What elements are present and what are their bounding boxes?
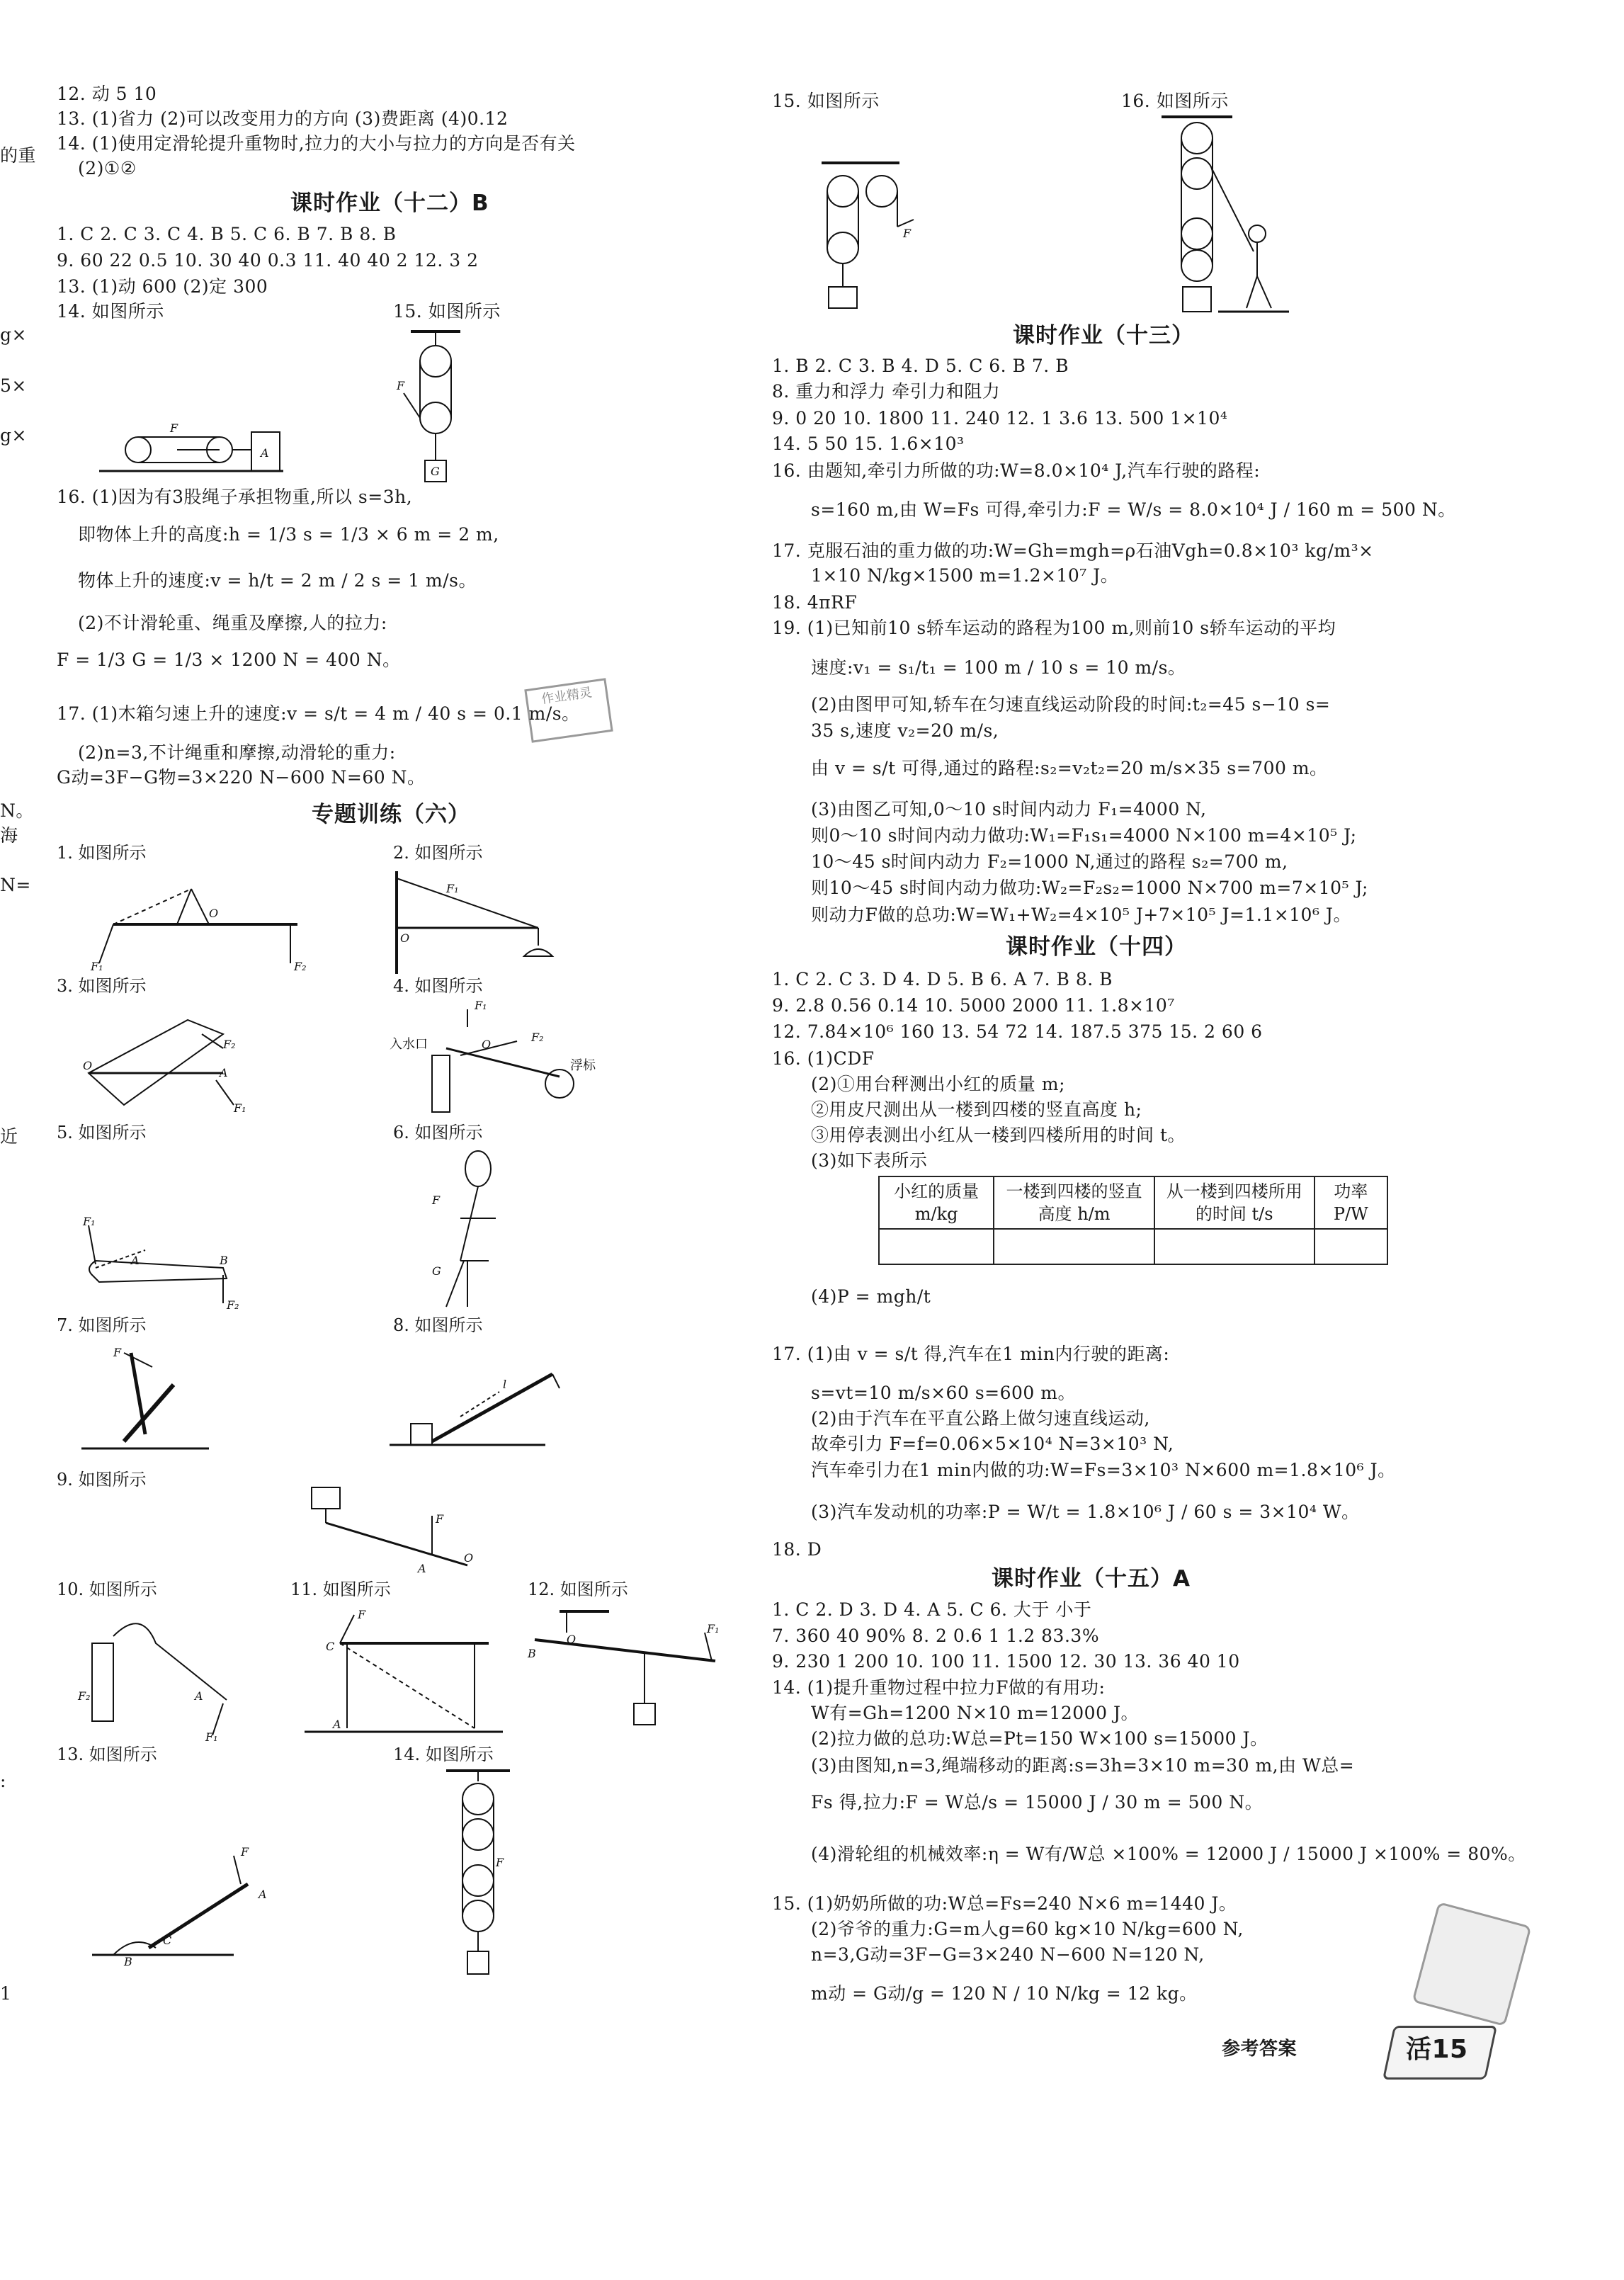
left-line: 13. (1)省力 (2)可以改变用力的方向 (3)费距离 (4)0.12 xyxy=(57,108,509,129)
right-line: (3)如下表所示 xyxy=(811,1150,928,1171)
left-line: (2)n=3,不计绳重和摩擦,动滑轮的重力: xyxy=(78,742,396,763)
human-arm-figure xyxy=(425,1147,517,1310)
table-cell xyxy=(1154,1229,1314,1264)
svg-text:入水口: 入水口 xyxy=(390,1037,428,1052)
svg-text:F: F xyxy=(397,379,405,392)
svg-text:F₁: F₁ xyxy=(234,1101,246,1115)
left-line: F = 1/3 G = 1/3 × 1200 N = 400 N。 xyxy=(57,650,401,670)
right-line: (4)滑轮组的机械效率:η = W有/W总 ×100% = 12000 J / 15000 J ×100% = 80%。 xyxy=(811,1844,1526,1864)
clipped-text: : xyxy=(0,1771,6,1791)
right-line: 则10～45 s时间内动力做功:W₂=F₂s₂=1000 N×700 m=7×10⁵ J; xyxy=(811,878,1368,898)
left-line: 16. (1)因为有3股绳子承担物重,所以 s=3h, xyxy=(57,487,413,507)
right-line: 15. (1)奶奶所做的功:W总=Fs=240 N×6 m=1440 J。 xyxy=(772,1893,1237,1914)
svg-text:l: l xyxy=(503,1378,507,1391)
svg-text:A: A xyxy=(333,1718,341,1731)
right-line: Fs 得,拉力:F = W总/s = 15000 J / 30 m = 500 N。 xyxy=(811,1792,1264,1813)
svg-text:O: O xyxy=(482,1038,492,1051)
clipped-text: N= xyxy=(0,875,31,895)
right-line: (2)爷爷的重力:G=m人g=60 kg×10 N/kg=600 N, xyxy=(811,1919,1244,1939)
figure-caption: 13. 如图所示 xyxy=(57,1745,157,1764)
right-line: 14. 5 50 15. 1.6×10³ xyxy=(772,433,965,454)
right-line: 则0～10 s时间内动力做功:W₁=F₁s₁=4000 N×100 m=4×10⁵ J; xyxy=(811,825,1357,846)
lever-figure-1 xyxy=(85,875,305,974)
right-line: (3)由图乙可知,0～10 s时间内动力 F₁=4000 N, xyxy=(811,799,1207,819)
right-line: 15. 如图所示 xyxy=(772,91,880,111)
right-line: 1. C 2. D 3. D 4. A 5. C 6. 大于 小于 xyxy=(772,1599,1092,1620)
rail-lever-figure xyxy=(390,1360,567,1459)
clipped-text: 的重 xyxy=(0,145,37,166)
svg-text:A: A xyxy=(261,446,269,460)
section-heading: 课时作业（十四） xyxy=(1006,934,1187,960)
right-line: (3)汽车发动机的功率:P = W/t = 1.8×10⁶ J / 60 s = 3×10⁴ W。 xyxy=(811,1502,1360,1522)
svg-text:O: O xyxy=(464,1551,474,1565)
svg-text:C: C xyxy=(163,1934,172,1947)
right-line: 35 s,速度 v₂=20 m/s, xyxy=(811,720,999,741)
right-line: 1. B 2. C 3. B 4. D 5. C 6. B 7. B xyxy=(772,356,1069,376)
page-number: 活15 xyxy=(1406,2035,1468,2064)
svg-text:F: F xyxy=(358,1608,366,1621)
lever-figure-5 xyxy=(81,1211,244,1310)
right-line: 7. 360 40 90% 8. 2 0.6 1 1.2 83.3% xyxy=(772,1626,1100,1646)
svg-text:F₂: F₂ xyxy=(294,960,307,973)
right-line: 1×10 N/kg×1500 m=1.2×10⁷ J。 xyxy=(811,565,1119,586)
left-line: 14. (1)使用定滑轮提升重物时,拉力的大小与拉力的方向是否有关 xyxy=(57,133,576,154)
svg-text:F: F xyxy=(170,421,178,435)
svg-text:O: O xyxy=(209,907,219,920)
right-line: 17. (1)由 v = s/t 得,汽车在1 min内行驶的距离: xyxy=(772,1344,1170,1364)
right-line: ③用停表测出小红从一楼到四楼所用的时间 t。 xyxy=(811,1125,1186,1145)
left-line: G动=3F−G物=3×220 N−600 N=60 N。 xyxy=(57,767,426,788)
right-line: 故牵引力 F=f=0.06×5×10⁴ N=3×10³ N, xyxy=(811,1434,1174,1454)
right-line: 16. 由题知,牵引力所做的功:W=8.0×10⁴ J,汽车行驶的路程: xyxy=(772,460,1261,481)
right-line: 12. 7.84×10⁶ 160 13. 54 72 14. 187.5 375 15. 2 60 6 xyxy=(772,1021,1263,1042)
right-line: (2)由图甲可知,轿车在匀速直线运动阶段的时间:t₂=45 s−10 s= xyxy=(811,694,1331,715)
svg-text:F: F xyxy=(903,227,912,240)
right-line: ②用皮尺测出从一楼到四楼的竖直高度 h; xyxy=(811,1099,1142,1120)
left-line: (2)不计滑轮重、绳重及摩擦,人的拉力: xyxy=(78,613,387,633)
clipped-text: 1 xyxy=(0,1983,12,2004)
left-line: 物体上升的速度:v = h/t = 2 m / 2 s = 1 m/s。 xyxy=(78,570,477,591)
table-cell xyxy=(879,1229,994,1264)
svg-text:F₁: F₁ xyxy=(707,1622,720,1635)
svg-text:F₁: F₁ xyxy=(205,1730,218,1744)
pulley-block-figure xyxy=(397,326,475,489)
right-line: n=3,G动=3F−G=3×240 N−600 N=120 N, xyxy=(811,1944,1205,1965)
table-row xyxy=(879,1229,1387,1264)
table-cell xyxy=(994,1229,1154,1264)
left-line: 12. 动 5 10 xyxy=(57,84,157,104)
svg-text:A: A xyxy=(220,1066,228,1079)
figure-caption: 10. 如图所示 xyxy=(57,1579,157,1599)
power-table xyxy=(878,1176,1388,1265)
crowbar-figure xyxy=(81,1342,209,1456)
svg-text:F₂: F₂ xyxy=(223,1038,236,1051)
clipped-text: N。 xyxy=(0,800,34,821)
svg-text:F₂: F₂ xyxy=(227,1298,239,1312)
svg-text:A: A xyxy=(418,1562,426,1575)
right-line: (2)拉力做的总功:W总=Pt=150 W×100 s=15000 J。 xyxy=(811,1728,1268,1749)
svg-text:F₁: F₁ xyxy=(83,1215,96,1228)
left-line: 1. C 2. C 3. C 4. B 5. C 6. B 7. B 8. B xyxy=(57,224,397,244)
figure-caption: 8. 如图所示 xyxy=(393,1315,483,1335)
figure-caption: 11. 如图所示 xyxy=(290,1579,391,1599)
faucet-figure xyxy=(64,1601,255,1742)
left-line: 13. (1)动 600 (2)定 300 xyxy=(57,276,268,297)
right-line: 9. 230 1 200 10. 100 11. 1500 12. 30 13. 36 40 10 xyxy=(772,1651,1240,1672)
svg-text:F: F xyxy=(436,1512,444,1526)
right-line: 由 v = s/t 可得,通过的路程:s₂=v₂t₂=20 m/s×35 s=700 m。 xyxy=(811,758,1328,778)
svg-text:O: O xyxy=(400,931,410,945)
table-header-cell: 小红的质量 m/kg xyxy=(879,1176,994,1229)
table-header-cell: 一楼到四楼的竖直高度 h/m xyxy=(994,1176,1154,1229)
clipped-text: 近 xyxy=(0,1126,18,1147)
shovel-figure xyxy=(92,1842,276,1969)
right-line: 17. 克服石油的重力做的功:W=Gh=mgh=ρ石油Vgh=0.8×10³ kg/m³× xyxy=(772,540,1374,561)
pulley-block-14-figure xyxy=(439,1767,517,1980)
left-line: 即物体上升的高度:h = 1/3 s = 1/3 × 6 m = 2 m, xyxy=(78,524,499,545)
svg-text:F₂: F₂ xyxy=(78,1689,91,1703)
svg-text:F: F xyxy=(432,1193,441,1207)
stamp-watermark-corner xyxy=(1412,1902,1531,2026)
left-line: 14. 如图所示 xyxy=(57,301,164,322)
left-line: 15. 如图所示 xyxy=(393,301,501,322)
svg-text:A: A xyxy=(259,1888,267,1901)
right-line: 8. 重力和浮力 牵引力和阻力 xyxy=(772,381,1001,402)
svg-text:F₂: F₂ xyxy=(531,1031,544,1044)
figure-caption: 14. 如图所示 xyxy=(393,1745,494,1764)
figure-caption: 7. 如图所示 xyxy=(57,1315,147,1335)
lever-figure-3 xyxy=(81,1006,244,1116)
svg-text:B: B xyxy=(124,1955,132,1968)
svg-text:F₁: F₁ xyxy=(446,882,459,895)
right-line: 9. 0 20 10. 1800 11. 240 12. 1 3.6 13. 500 1×10⁴ xyxy=(772,408,1228,429)
figure-caption: 12. 如图所示 xyxy=(528,1579,628,1599)
right-line: (2)①用台秤测出小红的质量 m; xyxy=(811,1074,1065,1094)
right-line: 10～45 s时间内动力 F₂=1000 N,通过的路程 s₂=700 m, xyxy=(811,851,1288,872)
svg-text:B: B xyxy=(220,1254,228,1267)
right-line: (3)由图知,n=3,绳端移动的距离:s=3h=3×10 m=30 m,由 W总= xyxy=(811,1755,1355,1776)
clipped-text: 海 xyxy=(0,825,18,846)
section-heading: 课时作业（十三） xyxy=(1013,323,1194,348)
right-line: 18. D xyxy=(772,1539,822,1560)
left-line: 17. (1)木箱匀速上升的速度:v = s/t = 4 m / 40 s = 0.1 m/s。 xyxy=(57,703,580,724)
clipped-text: g× xyxy=(0,324,27,345)
hanging-lever-figure xyxy=(524,1604,722,1746)
right-line: (4)P = mgh/t xyxy=(811,1286,931,1307)
section-heading: 课时作业（十五）A xyxy=(992,1566,1191,1592)
figure-caption: 1. 如图所示 xyxy=(57,843,147,863)
svg-text:浮标: 浮标 xyxy=(570,1058,596,1073)
figure-caption: 3. 如图所示 xyxy=(57,976,147,996)
left-line: 9. 60 22 0.5 10. 30 40 0.3 11. 40 40 2 12. 3 2 xyxy=(57,250,479,271)
svg-text:G: G xyxy=(432,1264,441,1278)
svg-text:B: B xyxy=(528,1647,536,1660)
table-header-cell: 从一楼到四楼所用的时间 t/s xyxy=(1154,1176,1314,1229)
stamp-watermark: 作业精灵 xyxy=(524,678,613,742)
right-line: 16. (1)CDF xyxy=(772,1048,875,1069)
svg-text:F: F xyxy=(113,1346,122,1359)
svg-text:O: O xyxy=(567,1633,577,1646)
pulley-15-figure xyxy=(814,156,935,312)
inclined-lever-figure xyxy=(305,1473,489,1579)
right-line: 汽车牵引力在1 min内做的功:W=Fs=3×10³ N×600 m=1.8×10⁶ J。 xyxy=(811,1460,1396,1480)
footer-reference: 参考答案 xyxy=(1222,2038,1298,2060)
svg-text:F₁: F₁ xyxy=(91,960,103,973)
right-line: 19. (1)已知前10 s轿车运动的路程为100 m,则前10 s轿车运动的平均 xyxy=(772,618,1336,638)
svg-text:C: C xyxy=(326,1640,335,1653)
left-line: (2)①② xyxy=(78,158,137,178)
right-line: 18. 4πRF xyxy=(772,592,858,613)
clipped-text: 5× xyxy=(0,375,27,396)
right-line: (2)由于汽车在平直公路上做匀速直线运动, xyxy=(811,1408,1150,1429)
right-line: 速度:v₁ = s₁/t₁ = 100 m / 10 s = 10 m/s。 xyxy=(811,657,1186,678)
right-line: m动 = G动/g = 120 N / 10 N/kg = 12 kg。 xyxy=(811,1983,1198,2004)
section-heading: 专题训练（六） xyxy=(312,802,470,827)
table-row xyxy=(879,1176,1387,1229)
table-header-cell: 功率 P/W xyxy=(1314,1176,1387,1229)
table-lever-figure xyxy=(305,1601,503,1742)
figure-caption: 2. 如图所示 xyxy=(393,843,483,863)
clipped-text: g× xyxy=(0,425,27,446)
figure-caption: 5. 如图所示 xyxy=(57,1123,147,1142)
right-line: 14. (1)提升重物过程中拉力F做的有用功: xyxy=(772,1677,1106,1698)
pulley-16-figure xyxy=(1147,113,1289,319)
right-line: 16. 如图所示 xyxy=(1121,91,1229,111)
right-line: s=vt=10 m/s×60 s=600 m。 xyxy=(811,1383,1076,1403)
table-cell xyxy=(1314,1229,1387,1264)
svg-text:F: F xyxy=(496,1856,504,1869)
svg-text:A: A xyxy=(195,1689,203,1703)
lever-figure-4 xyxy=(390,999,602,1116)
figure-caption: 6. 如图所示 xyxy=(393,1123,483,1142)
section-heading: 课时作业（十二）B xyxy=(290,191,489,216)
right-line: 9. 2.8 0.56 0.14 10. 5000 2000 11. 1.8×10⁷ xyxy=(772,995,1175,1016)
right-line: 则动力F做的总功:W=W₁+W₂=4×10⁵ J+7×10⁵ J=1.1×10⁶ J。 xyxy=(811,904,1351,925)
svg-text:A: A xyxy=(131,1254,140,1267)
svg-text:O: O xyxy=(83,1059,93,1072)
svg-text:F: F xyxy=(241,1845,249,1859)
right-line: W有=Gh=1200 N×10 m=12000 J。 xyxy=(811,1703,1139,1723)
right-line: s=160 m,由 W=Fs 可得,牵引力:F = W/s = 8.0×10⁴ J / 160 m = 500 N。 xyxy=(811,499,1456,520)
figure-caption: 4. 如图所示 xyxy=(393,976,483,996)
right-line: 1. C 2. C 3. D 4. D 5. B 6. A 7. B 8. B xyxy=(772,969,1113,989)
svg-text:G: G xyxy=(431,465,440,478)
svg-text:F₁: F₁ xyxy=(475,999,487,1012)
figure-caption: 9. 如图所示 xyxy=(57,1470,147,1490)
lever-figure-2 xyxy=(390,871,560,974)
pulley-floor-figure xyxy=(99,418,297,482)
